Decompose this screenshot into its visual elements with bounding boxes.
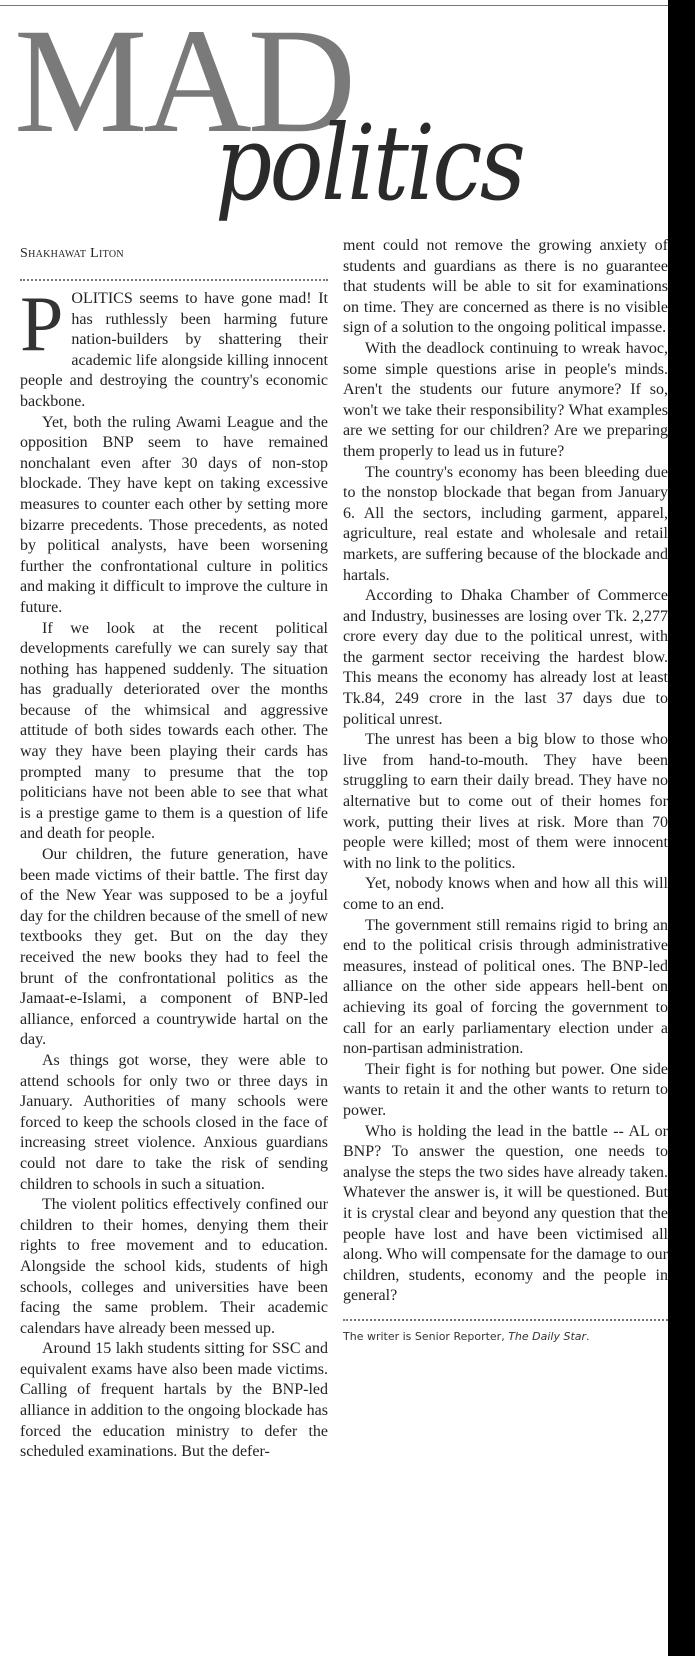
- drop-cap: P: [20, 280, 64, 367]
- byline: Shakhawat Liton: [20, 246, 124, 261]
- credit-divider: [343, 1319, 668, 1321]
- article-column-left: [20, 280, 328, 1463]
- paragraph-text: OLITICS seems to have gone mad! It has ruthlessly been harming future nation-builders by shattering their academic life alongside killing innocent people and destroying the country's economic backbone.: [20, 290, 328, 410]
- article-paragraph: Yet, nobody knows when and how all this will come to an end.: [343, 875, 668, 913]
- article-paragraph: [20, 280, 328, 413]
- publication-name: The Daily Star: [508, 1329, 587, 1343]
- article-paragraph: As things got worse, they were able to attend schools for only two or three days in January. Authorities of many schools were forced to keep the schools closed in the face of increasing street violence. Anxious guardians could not dare to take the risk of sending children to schools in such a situation.: [20, 1051, 328, 1193]
- byline-divider: [20, 279, 328, 281]
- article-paragraph: Their fight is for nothing but power. One side wants to retain it and the other wants to return to power.: [343, 1060, 668, 1119]
- article-paragraph: According to Dhaka Chamber of Commerce and Industry, businesses are losing over Tk. 2,277 crore every day due to the political unrest, with the garment sector receiving the hardest blow. This means the economy has already lost at least Tk.84, 249 crore in the last 37 days due to political unrest.: [343, 587, 668, 728]
- article-paragraph: Yet, both the ruling Awami League and the opposition BNP seem to have remained nonchalant even after 30 days of non-stop blockade. They have kept on taking excessive measures to counter each other by setting more bizarre precedents. Those precedents, as noted by political analysts, have been worsening further the confrontational culture in politics and making it difficult to improve the culture in future.: [20, 413, 328, 616]
- article-paragraph: With the deadlock continuing to wreak havoc, some simple questions arise in people's minds. Aren't the students our future anymore? If so, won't we take their responsibility? What examples are we setting for our children? Are we preparing them properly to lead us in future?: [343, 339, 668, 460]
- article-paragraph-continued: ment could not remove the growing anxiety of students and guardians as there is no guarantee that students will be able to sit for examinations on time. They are concerned as there is no visible sign of a solution to the ongoing political impasse.: [343, 237, 668, 337]
- article-paragraph: The government still remains rigid to bring an end to the political crisis through administrative measures, instead of political ones. The BNP-led alliance on the other side appears hell-bent on achieving its goal of forcing the government to call for an early parliamentary election under a non-partisan administration.: [343, 916, 668, 1058]
- credit-suffix: .: [586, 1329, 590, 1343]
- article-paragraph: The unrest has been a big blow to those who live from hand-to-mouth. They have been struggling to earn their daily bread. They have no alternative but to come out of their homes for work, putting their lives at risk. More than 70 people were killed; most of them were innocent with no link to the politics.: [343, 731, 668, 872]
- article-paragraph: The violent politics effectively confined our children to their homes, denying them their rights to free movement and to education. Alongside the school kids, students of high schools, colleges and universities have been facing the same problem. Their academic calendars have already been messed up.: [20, 1196, 328, 1337]
- article-column-right: [343, 236, 668, 1347]
- article-paragraph: Our children, the future generation, have been made victims of their battle. The first day of the New Year was supposed to be a joyful day for the children because of the smell of new textbooks they get. But on the day they received the new books they had to feel the brunt of the confrontational politics as the Jamaat-e-Islami, a component of BNP-led alliance, enforced a countrywide hartal on the day.: [20, 846, 328, 1049]
- article-paragraph: Who is holding the lead in the battle -- AL or BNP? To answer the question, one needs to analyse the steps the two sides have already taken. Whatever the answer is, it will be questioned. But it is crystal clear and beyond any question that the people have lost and have been victimised all along. Who will compensate for the damage to our children, students, economy and the people in general?: [343, 1122, 668, 1305]
- credit-text: The writer is Senior Reporter,: [343, 1329, 509, 1343]
- scan-edge: [668, 0, 695, 1656]
- headline-main: MAD: [14, 0, 353, 164]
- author-credit: [343, 1327, 668, 1348]
- headline-sub: politics: [215, 102, 524, 224]
- article-paragraph: The country's economy has been bleeding due to the nonstop blockade that began from January 6. All the sectors, including garment, apparel, agriculture, real estate and wholesale and retail markets, are suffering because of the blockade and hartals.: [343, 463, 668, 584]
- article-paragraph: Around 15 lakh students sitting for SSC and equivalent exams have also been made victims. Calling of frequent hartals by the BNP-led alliance in addition to the ongoing blockade has forced the education ministry to defer the scheduled examinations. But the defer-: [20, 1340, 328, 1461]
- article-paragraph: If we look at the recent political developments carefully we can surely say that nothing has happened suddenly. The situation has gradually deteriorated over the months because of the whimsical and aggressive attitude of both sides towards each other. The way they have been playing their cards has prompted many to presume that the top politicians have not been able to see that what is a prestige game to them is a question of life and death for people.: [20, 619, 328, 843]
